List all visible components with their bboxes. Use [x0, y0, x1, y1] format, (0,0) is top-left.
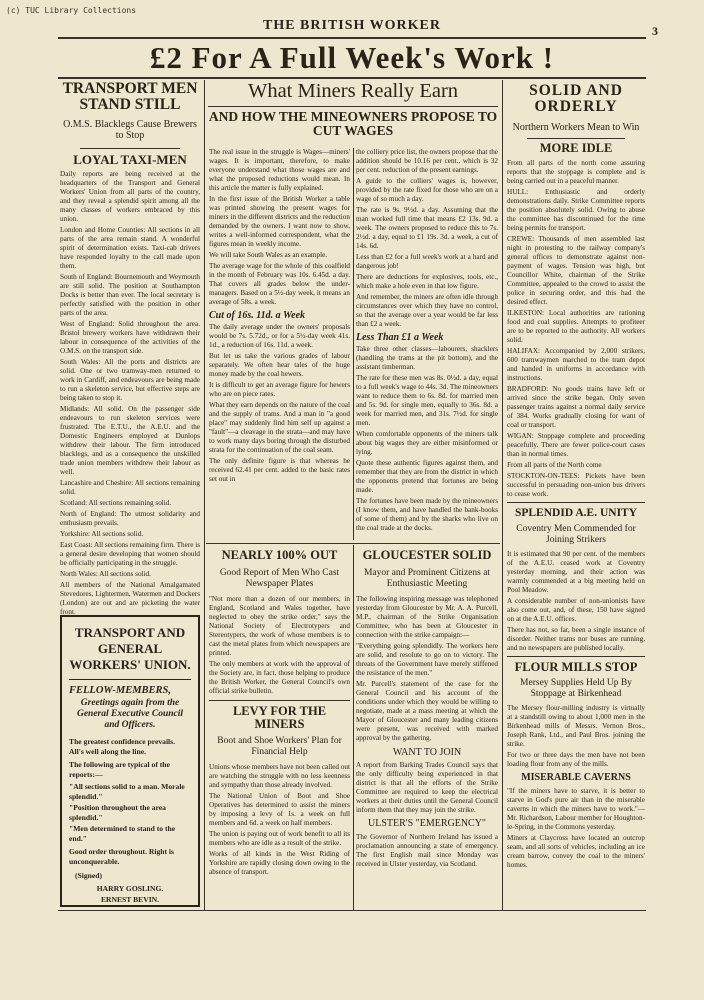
- miserable-caverns-heading: MISERABLE CAVERNS: [521, 772, 631, 784]
- article-paragraph: London and Home Counties: All sections in all parts of the area remain stand. A wonderful spirit of determination exists. Taxi-cab drivers have responded loyalty to the call made upon them.: [60, 226, 200, 271]
- union-notice-text: The following are typical of the reports:—: [69, 760, 170, 779]
- article-paragraph: Midlands: All solid. On the passenger side endeavours to run skeleton services were frustrated. The E.T.U., the A.E.U. and the Domestic Engineers employed at Dunlops withdrew their labour. The firm introduced blacklegs, and as a consequence the unskilled trade union members withdrew their labour as well.: [60, 405, 200, 477]
- article-paragraph: The daily average under the owners' proposals would be 7s. 5.72d., or for a 5½-day week 41s. 1d., a reduction of 16s. 11d. a week.: [209, 323, 350, 349]
- article-paragraph: The rate is 9s. 9½d. a day. Assuming that the man worked full time that means £2 13s. 9d. a week. The owners proposed to reduce this to 7s. 2½d. a day, equal to £1 19s. 3d. a week, a cut of 14s. 6d.: [356, 206, 498, 250]
- flour-mills-headline: FLOUR MILLS STOP: [514, 660, 638, 675]
- article-paragraph: "Not more than a dozen of our members, in England, Scotland and Wales together, have neglected to obey the strike order," says the National Society of Electrotypers and Stereotypers, the work of whose members is to cast the metal plates from which newspapers are printed.: [209, 594, 350, 657]
- section-divider: [507, 656, 645, 657]
- article-paragraph: Less than £2 for a full week's work at a hard and dangerous job!: [356, 253, 498, 270]
- left-column: [60, 80, 200, 617]
- article-paragraph: HULL: Enthusiastic and orderly demonstrations daily. Strike Committee reports the position absolutely solid. Owing to abuse the committee has discontinued for the time being permits for transport.: [507, 188, 645, 233]
- article-paragraph: The union is paying out of work benefit to all its members who are idle as a result of the strike.: [209, 830, 350, 848]
- union-notice-title: TRANSPORT AND GENERAL WORKERS' UNION.: [69, 625, 191, 672]
- gloucester-headline: GLOUCESTER SOLID: [362, 548, 492, 562]
- gloucester-article: [356, 547, 498, 907]
- section-divider: [527, 138, 625, 139]
- article-paragraph: Unions whose members have not been called out are watching the struggle with no less keenness and sympathy than those already involved.: [209, 763, 350, 790]
- section-divider: [80, 148, 180, 149]
- article-paragraph: Yorkshire: All sections solid.: [60, 530, 144, 539]
- miners-article-col-a: [209, 148, 350, 540]
- section-divider: [507, 502, 645, 503]
- center-headline-block: [208, 80, 498, 138]
- article-paragraph: BRADFORD: No goods trains have left or arrived since the strike began. Only seven passenger trains against a normal daily service of 384. Works gradually closing for want of coal or transport.: [507, 385, 645, 430]
- transport-men-headline: TRANSPORT MEN STAND STILL: [62, 80, 198, 114]
- article-paragraph: South of England: Bournemouth and Weymouth are still solid. The position at Southampton Docks is better than ever. The local secretary is perfectly satisfied with the position in other parts of the area.: [60, 273, 200, 318]
- union-notice-box: [60, 615, 200, 907]
- article-paragraph: Miners at Claycross have located an outcrop seam, and all sorts of vehicles, including an ice cream barrow, convey the coal to the miners' homes.: [507, 833, 645, 869]
- mineowners-subheadline: AND HOW THE MINEOWNERS PROPOSE TO CUT WAGES: [208, 108, 498, 138]
- article-paragraph: It is estimated that 90 per cent. of the members of the A.E.U. ceased work at Coventry yesterday morning, and their action was warmly commended at a big meeting held on Pool Meadow.: [507, 550, 645, 595]
- solid-orderly-subtitle: Northern Workers Mean to Win: [512, 121, 640, 133]
- union-notice-quote: "Position throughout the area splendid.": [69, 803, 166, 822]
- article-paragraph: the colliery price list, the owners propose that the addition should be 10.16 per cent., which is 32 per cent. reduction of the present earnings.: [356, 148, 498, 174]
- union-notice-text: Good order throughout. Right is unconquerable.: [69, 847, 174, 866]
- article-paragraph: WIGAN: Stoppage complete and proceeding peacefully. There are fewer police-court cases than in normal times.: [507, 432, 645, 459]
- union-notice-quote: "Men determined to stand to the end.": [69, 824, 176, 843]
- article-paragraph: The Mersey flour-milling industry is virtually at a standstill owing to about 1,000 men in the Birkenhead mills of Messrs. Vernon Bros., Joseph Rank, Ltd., and Paul Bros. joining the strike.: [507, 704, 645, 749]
- article-paragraph: Take three other classes—labourers, shacklers (handling the trams at the pit bottom), and the assistant timberman.: [356, 345, 498, 371]
- article-paragraph: From all parts of the north come assuring reports that the stoppage is complete and is being carried out in a peaceful manner.: [507, 159, 645, 186]
- union-notice-signature: HARRY GOSLING.: [96, 883, 164, 893]
- union-notice-quote: "All sections solid to a man. Morale splendid.": [69, 782, 185, 801]
- article-paragraph: And remember, the miners are often idle through circumstances over which they have no control, so that the average over a year would be far less than £2 a week.: [356, 293, 498, 328]
- ulster-heading: ULSTER'S "EMERGENCY": [367, 818, 487, 830]
- levy-headline: LEVY FOR THE MINERS: [232, 703, 327, 732]
- article-paragraph: North of England: The utmost solidarity and enthusiasm prevails.: [60, 510, 200, 528]
- article-paragraph: The only members at work with the approval of the Society are, in fact, those helping to produce the British Worker, the General Council's own official strike bulletin.: [209, 659, 350, 695]
- box-divider: [69, 679, 191, 680]
- solid-orderly-headline: SOLID AND ORDERLY: [529, 82, 623, 116]
- ae-unity-headline: SPLENDID A.E. UNITY: [514, 507, 638, 520]
- headline-rule: [58, 77, 646, 79]
- article-paragraph: The fortunes have been made by the mineowners (I know them, and have handled the bank-books of some of them) and by the sharks who live on the coal trade at the docks.: [356, 497, 498, 532]
- article-paragraph: West of England: Solid throughout the area. Bristol brewery workers have withdrawn their labour in consequence of the activities of the O.M.S. on the transport side.: [60, 320, 200, 356]
- nearly-out-headline: NEARLY 100% OUT: [221, 548, 338, 562]
- article-paragraph: East Coast: All sections remaining firm. There is a general desire developing that women should be officially participating in the struggle.: [60, 541, 200, 568]
- ae-unity-subtitle: Coventry Men Commended for Joining Strikers: [516, 524, 636, 546]
- article-paragraph: The rate for these men was 8s. 0½d. a day, equal to a full week's wage to 44s. 3d. The mineowners want to reduce them to 6s. 8d. for married men and 5s. 9d. for single men, equally to 36s. 8d. a week for married men, and 31s. 7½d. for single men.: [356, 374, 498, 427]
- article-paragraph: What they earn depends on the nature of the coal and the supply of trams. And a man in "a good place" may suddenly find him self up against a "fault"—a cleavage in the strata—and may have to work many days boring through the disturbed strata for the continuation of the coal seam.: [209, 401, 350, 454]
- article-paragraph: Daily reports are being received at the headquarters of the Transport and General Workers' Union from all parts of the country, and they reveal a splendid spirit among all the many classes of workers embraced by this union.: [60, 170, 200, 224]
- bottom-rule: [58, 910, 646, 911]
- union-notice-signature: ERNEST BEVIN.: [100, 895, 160, 904]
- center-divider: [206, 543, 500, 544]
- section-divider: [209, 700, 350, 701]
- article-paragraph: For two or three days the men have not been loading flour from any of the mills.: [507, 751, 645, 769]
- article-paragraph: We will take South Wales as an example.: [209, 251, 328, 259]
- inner-column-rule: [353, 545, 354, 910]
- article-subhead: Less Than £1 a Week: [356, 332, 444, 343]
- more-idle-heading: MORE IDLE: [539, 141, 613, 156]
- nearly-out-article: [209, 547, 350, 907]
- main-headline: £2 For A Full Week's Work !: [149, 40, 555, 75]
- union-notice-greeting: Greetings again from the General Executive Council and Officers.: [76, 698, 184, 730]
- article-paragraph: ILKESTON: Local authorities are rationing food and coal supplies. Attempts to profiteer are to be reported to the authority. All workers solid.: [507, 309, 645, 345]
- page-number: 3: [652, 24, 658, 38]
- want-to-join-heading: WANT TO JOIN: [392, 746, 462, 758]
- masthead: THE BRITISH WORKER: [262, 18, 441, 33]
- top-rule: [58, 37, 646, 39]
- article-paragraph: Scotland: All sections remaining solid.: [60, 499, 172, 508]
- inner-column-rule: [353, 148, 354, 540]
- article-paragraph: Mr. Purcell's statement of the case for the General Council and his account of the conditions under which they would be willing to negotiate, made at a mass meeting at which the Mayor of Gloucester and many leading citizens were present, was received with marked approval by the gathering.: [356, 679, 498, 742]
- column-rule-right: [502, 80, 503, 910]
- article-paragraph: The Governor of Northern Ireland has issued a proclamation announcing a state of emergency. The first English mail since Monday was received in Ulster yesterday, via Scotland.: [356, 832, 498, 868]
- transport-men-subtitle: O.M.S. Blacklegs Cause Brewers to Stop: [63, 118, 197, 142]
- union-notice-salutation: FELLOW-MEMBERS,: [69, 685, 172, 696]
- article-paragraph: When comfortable opponents of the miners talk about big wages they are either misinformed or lying.: [356, 430, 498, 456]
- article-paragraph: STOCKTON-ON-TEES: Pickets have been successful in persuading non-union bus drivers to cease work.: [507, 472, 645, 499]
- miners-earn-headline: What Miners Really Earn: [208, 81, 498, 107]
- article-paragraph: Quote these authentic figures against them, and remember that they are from the district in which the opponents pretend that fortunes are being made.: [356, 459, 498, 494]
- gloucester-subtitle: Mayor and Prominent Citizens at Enthusiastic Meeting: [363, 568, 491, 590]
- right-column: [507, 80, 645, 910]
- article-paragraph: A considerable number of non-unionists have also come out, and, of these, 150 have signed on at the A.E.U. offices.: [507, 597, 645, 624]
- flour-mills-subtitle: Mersey Supplies Held Up By Stoppage at Birkenhead: [520, 678, 632, 700]
- article-paragraph: But let us take the various grades of labour separately. We often hear tales of the huge money made by the coal hewers.: [209, 352, 350, 378]
- union-notice-text: The greatest confidence prevails. All's well along the line.: [69, 737, 176, 756]
- article-paragraph: The only definite figure is that whereas he received 62.41 per cent. added to the basic rates set out in: [209, 457, 350, 483]
- article-paragraph: The following inspiring message was telephoned yesterday from Gloucester by Mr. A. A. Purcell, M.P., chairman of the Strike Organisation Committee, who has been at Gloucester in connection with the strike campaign:—: [356, 594, 498, 639]
- article-paragraph: "If the miners have to starve, it is better to starve in God's pure air than in the miserable caverns in which the miners have to work."—Mr. Richardson, Labour member for Houghton-le-Spring, in the Commons yesterday.: [507, 786, 645, 831]
- article-paragraph: All members of the National Amalgamated Stevedores, Lightermen, Watermen and Dockers (London) are out and are picketing the water front.: [60, 581, 200, 617]
- article-paragraph: "Everything going splendidly. The workers here are solid, and resolute to go on to victory. The threats of the Government have merely stiffened the resistance of the men.": [356, 641, 498, 677]
- article-paragraph: The real issue in the struggle is Wages—miners' wages. It is important, therefore, to make everyone understand what those wages are and what the proposed reductions would mean. In this article the matter is fully explained.: [209, 148, 350, 192]
- article-paragraph: North Wales: All sections solid.: [60, 570, 151, 579]
- article-paragraph: Works of all kinds in the West Riding of Yorkshire are rapidly closing down owing to the absence of transport.: [209, 850, 350, 877]
- article-paragraph: Lancashire and Cheshire: All sections remaining solid.: [60, 479, 200, 497]
- article-paragraph: A report from Barking Trades Council says that the only difficulty being experienced in that district is that all the efforts of the Strike Committee are required to keep the electrical workers at their duties until the General Council inform them that they may join the strike.: [356, 761, 498, 815]
- article-subhead: Cut of 16s. 11d. a Week: [209, 310, 306, 321]
- article-paragraph: A guide to the colliers' wages is, however, provided by the rate fixed for those who are on a wage of so much a day.: [356, 177, 498, 203]
- miners-article-col-b: [356, 148, 498, 540]
- column-rule-left: [204, 80, 205, 910]
- article-paragraph: It is difficult to get an average figure for hewers who are on piece rates.: [209, 381, 350, 398]
- article-paragraph: South Wales: All the ports and districts are solid. One or two tramway-men returned to work in Cardiff, and endeavours are being made to run a skeleton service, but effective steps are being taken to stop it.: [60, 358, 200, 403]
- union-notice-signed: (Signed): [75, 871, 103, 880]
- article-paragraph: The National Union of Boot and Shoe Operatives has determined to assist the miners by imposing a levy of 1s. a week on full members and 6d. a week on half members.: [209, 792, 350, 828]
- article-paragraph: CREWE: Thousands of men assembled last night in protesting to the railway company's general offices to demonstrate against non-payment of wages. Tension was high, but Councillor White, chairman of the Strike Committee, appealed to the crowd to assist the police in securing order, and this had the desired effect.: [507, 235, 645, 307]
- article-paragraph: HALIFAX: Accompanied by 2,000 strikers, 600 tramwaymen marched to the tram depot and handed in uniforms in accordance with instructions.: [507, 347, 645, 383]
- article-paragraph: There has not, so far, been a single instance of disorder. Neither trams nor buses are running, and no newspapers are published locally.: [507, 626, 645, 653]
- article-paragraph: From all parts of the North come: [507, 461, 602, 470]
- article-paragraph: There are deductions for explosives, tools, etc., which make a hole even in that low figure.: [356, 273, 498, 290]
- copyright-notice: (c) TUC Library Collections: [6, 6, 137, 15]
- loyal-taxi-men-heading: LOYAL TAXI-MEN: [73, 151, 187, 167]
- article-paragraph: In the first issue of the British Worker a table was printed showing the present wages for miners in the different districts and the reduction demanded by the owners. I want now to show, writes a well-informed correspondent, what the figures mean in weekly income.: [209, 195, 350, 248]
- nearly-out-subtitle: Good Report of Men Who Cast Newspaper Plates: [219, 568, 340, 590]
- levy-subtitle: Boot and Shoe Workers' Plan for Financial Help: [217, 736, 342, 758]
- article-paragraph: The average wage for the whole of this coalfield in the month of February was 10s. 6.45d. a day. That covers all grades below the under-managers. Based on a 5½-day week, it means an average of 58s. a week.: [209, 262, 350, 306]
